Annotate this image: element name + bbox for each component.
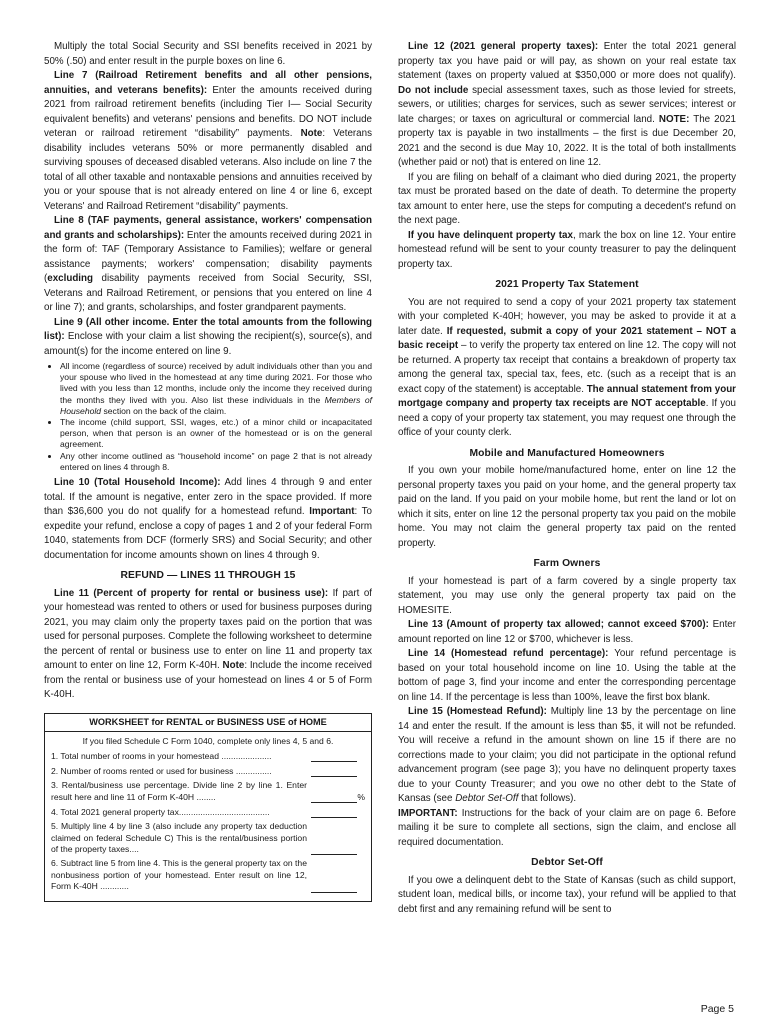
line7-instructions: Line 7 (Railroad Retirement benefits and all other pensions, annuities, and veterans benefits): Enter the amounts received during 2021 from railroad retirement benefits (including Tier I— Social Security equivalent benefits) and veterans' pensions and benefits. DO NOT include veteran or railroad retirement “disability” payments. Note: Veterans disability includes veterans 50% or more permanently disabled and surviving spouses of deceased disabled veterans. Also include on line 7 the total of all other taxable and nontaxable pensions and annuities received by you or your spouse that is not already entered on line 4 or line 6, except Veterans' and Railroad Retirement “disability” payments. bbox=[44, 70, 373, 212]
line11-instructions: Line 11 (Percent of property for rental or business use): If part of your homestead was rented to others or used for business purposes during 2021, you may claim only the property taxes paid on the portion that was used for personal purposes. Complete the following worksheet to determine the percent of rental or business use to enter on line 11 and property tax amount to enter on line 12, Form K-40H. Note: Include the income received from the rental or business use of your homestead on lines 4 or 5 of Form K-40H. bbox=[44, 587, 372, 701]
worksheet-row bbox=[51, 858, 365, 892]
property-tax-statement-heading: 2021 Property Tax Statement bbox=[495, 279, 639, 290]
line10-instructions: Line 10 (Total Household Income): Add lines 4 through 9 and enter total. If the amount is negative, enter zero in the space provided. If more than $36,600 you do not qualify for a homestead refund. Important: To expedite your refund, enclose a copy of pages 1 and 2 of your federal Form 1040, statements from DCF (formerly SRS) and Social Security; and other documentation for income amounts shown on lines 4 through 9. bbox=[44, 477, 372, 561]
left-column bbox=[44, 40, 372, 902]
worksheet-intro: If you filed Schedule C Form 1040, complete only lines 4, 5 and 6. bbox=[82, 735, 334, 746]
line12-instructions: Line 12 (2021 general property taxes): Enter the total 2021 general property tax you have paid or will pay, as shown on your real estate tax statement (taxes on property valued at $350,000 or more does not qualify). Do not include special assessment taxes, such as those levied for streets, sewers, or utilities; charges for services, such as sewer services; interest or late charges; or taxes on agricultural or commercial land. NOTE: The 2021 property tax is payable in two installments – the first is due December 20, 2021 and the second is due May 10, 2022. It is the total of both installments (whether paid or not) that is entered on line 12. bbox=[398, 41, 737, 168]
worksheet-entry-blank[interactable] bbox=[311, 843, 357, 855]
list-item: • Any other income outlined as “household income” on page 2 that is not already entered on lines 4 through 8. bbox=[60, 451, 372, 473]
worksheet-entry-blank[interactable] bbox=[311, 791, 357, 803]
line14-instructions: Line 14 (Homestead refund percentage): Your refund percentage is based on your total household income on line 10. Using the table at the bottom of page 3, find your income and enter the corresponding percentage on line 14. If the percentage is less than 100%, leave the first box blank. bbox=[398, 648, 736, 703]
right-column bbox=[398, 40, 736, 917]
worksheet-row-label: 2. Number of rooms rented or used for business ............... bbox=[51, 765, 272, 776]
worksheet-row bbox=[51, 806, 365, 818]
farm-owners-paragraph: If your homestead is part of a farm covered by a single property tax statement, you may use only the general property tax paid on the HOMESITE. bbox=[398, 575, 736, 616]
worksheet-entry-blank[interactable] bbox=[311, 765, 357, 777]
worksheet-title: WORKSHEET for RENTAL or BUSINESS USE of HOME bbox=[45, 714, 371, 732]
rental-business-worksheet bbox=[44, 713, 372, 902]
worksheet-row-label: 3. Rental/business use percentage. Divide line 2 by line 1. Enter result here and line 11 of Form K-40H ........ bbox=[51, 780, 307, 802]
page-number: Page 5 bbox=[700, 1003, 734, 1015]
line9-instructions: Line 9 (All other income. Enter the total amounts from the following list): Enclose with your claim a list showing the recipient(s), source(s), and amount(s) for the income entered on line 9. bbox=[44, 316, 372, 357]
line6-continuation: Multiply the total Social Security and SSI benefits received in 2021 by 50% (.50) and enter result in the purple boxes on line 6. bbox=[44, 41, 372, 67]
mobile-homeowners-paragraph: If you own your mobile home/manufactured home, enter on line 12 the personal property taxes you paid on your home, and the general property tax paid on the land. If you paid on your mobile home, but rent the land or lot on which it sits, enter on line 12 the personal property tax you paid on the mobile home. You may not claim the general property tax paid on the rented property. bbox=[398, 465, 736, 549]
refund-section-heading: REFUND — LINES 11 THROUGH 15 bbox=[120, 570, 296, 582]
deceased-claimant-paragraph: If you are filing on behalf of a claimant who died during 2021, the property tax must be prorated based on the date of death. To determine the property tax amount to enter here, use the steps for computing a decedent's refund on the next page. bbox=[398, 171, 736, 226]
line15-instructions: Line 15 (Homestead Refund): Multiply line 13 by the percentage on line 14 and enter the result. If the amount is less than $5, it will not be refunded. You will receive a refund in the amount shown on line 15 if there are no corrections made to your claim; you did not participate in the optional refund advancement program (see page 3); you have no delinquent property taxes due to your County Treasurer; and you owe no other debt to the State of Kansas (see Debtor Set-Off that follows). bbox=[398, 706, 736, 804]
debtor-setoff-paragraph: If you owe a delinquent debt to the State of Kansas (such as child support, student loan, medical bills, or income tax), your refund will be applied to that debt first and any remaining refund will be sent to bbox=[398, 874, 736, 915]
worksheet-row-label: 4. Total 2021 general property tax...................................... bbox=[51, 806, 270, 817]
worksheet-entry-blank[interactable] bbox=[311, 806, 357, 818]
worksheet-row bbox=[51, 750, 365, 762]
debtor-setoff-heading: Debtor Set-Off bbox=[531, 857, 603, 868]
worksheet-row-label: 6. Subtract line 5 from line 4. This is the general property tax on the nonbusiness portion of your homestead. Enter result on line 12, Form K-40H ............ bbox=[51, 858, 307, 892]
worksheet-row bbox=[51, 780, 365, 803]
percent-sign: % bbox=[357, 791, 365, 802]
farm-owners-heading: Farm Owners bbox=[533, 558, 601, 569]
line8-instructions: Line 8 (TAF payments, general assistance, workers' compensation and grants and scholarships): Enter the amounts received during 2021 in the form of: TAF (Temporary Assistance to Families); welfare or general assistance payments; workers' compensation; disability payments (excluding disability payments received from Social Security, SSI, Veterans and Railroad Retirement, or pensions that you entered on line 4 or line 7); and grants, scholarships, and foster grandparent payments. bbox=[44, 215, 372, 313]
worksheet-entry-blank[interactable] bbox=[311, 881, 357, 893]
line13-instructions: Line 13 (Amount of property tax allowed; cannot exceed $700): Enter amount reported on line 12 or $700, whichever is less. bbox=[398, 619, 737, 645]
worksheet-row bbox=[51, 821, 365, 855]
list-item: • All income (regardless of source) received by adult individuals other than you and your spouse who lived in the homestead at any time during 2021. For those who lived with you less than 12 months, include only the income they received during the months they lived with you. Also list these individuals in the Members of Household section on the back of the claim. bbox=[60, 361, 372, 417]
worksheet-row-label: 5. Multiply line 4 by line 3 (also include any property tax deduction claimed on federal Schedule C) This is the rental/business portion of the property taxes.... bbox=[51, 821, 307, 854]
worksheet-entry-blank[interactable] bbox=[311, 750, 357, 762]
worksheet-row-label: 1. Total number of rooms in your homestead ..................... bbox=[51, 750, 272, 761]
property-tax-statement-paragraph: You are not required to send a copy of your 2021 property tax statement with your completed K-40H; however, you may be asked to provide it at a later date. If requested, submit a copy of your 2021 statement – NOT a basic receipt – to verify the property tax entered on line 12. The copy will not be returned. A property tax receipt that contains a breakdown of property tax among the general tax, special tax, fees, etc. (such as a receipt that is an exact copy of the statement) is acceptable. The annual statement from your mortgage company and property tax receipts are NOT acceptable. If you need a copy of your property tax statement, you may request one through the office of your county clerk. bbox=[398, 296, 737, 438]
mobile-homeowners-heading: Mobile and Manufactured Homeowners bbox=[469, 447, 665, 459]
worksheet-row bbox=[51, 765, 365, 777]
delinquent-tax-paragraph: If you have delinquent property tax, mark the box on line 12. Your entire homestead refund will be sent to your county treasurer to pay the delinquent property tax. bbox=[398, 229, 737, 270]
list-item: • The income (child support, SSI, wages, etc.) of a minor child or incapacitated person, when that person is an owner of the homestead or is on the general agreement. bbox=[60, 417, 372, 451]
line9-income-list bbox=[44, 361, 372, 473]
important-note: IMPORTANT: Instructions for the back of your claim are on page 6. Before mailing it be sure to complete all sections, sign the claim, and enclose all required documentation. bbox=[398, 807, 736, 848]
